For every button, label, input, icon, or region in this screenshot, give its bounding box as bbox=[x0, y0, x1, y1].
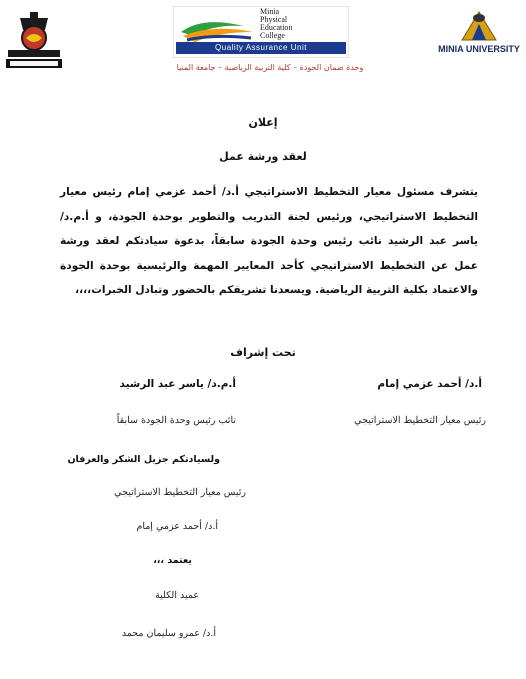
announcement-title: إعلان bbox=[248, 116, 278, 129]
unit-subtitle-line: وحدة ضمان الجودة – كلية التربية الرياضية – جامعة المنيا bbox=[176, 63, 364, 72]
thanks-line: ولسيادتكم جزيل الشكر والعرفان bbox=[67, 454, 220, 465]
qa-logo-text bbox=[260, 8, 346, 40]
qa-logo-line-1: Minia bbox=[260, 7, 280, 16]
announcement-body: يتشرف مسئول معيار التخطيط الاستراتيجي أ.د/ أحمد عزمي إمام رئيس معيار التخطيط الاستراتيجي، ورئيس لجنة التدريب والتطوير بوحدة الجودة، و أ.م.د/ ياسر عبد الرشيد نائب رئيس وحدة الجودة سابقاً، بدعوة سيادتكم لعقد ورشة عمل عن التخطيط الاستراتيجي كأحد المعايير المهمة والرئيسية بوحدة الجودة والاعتماد بكلية التربية الرياضية. ويسعدنا تشريفكم بالحضور وتبادل الخبرات،،،، bbox=[60, 186, 478, 296]
minia-university-logo bbox=[434, 6, 524, 66]
supervisor-2-name: أ.م.د/ ياسر عبد الرشيد bbox=[119, 378, 236, 390]
letterhead bbox=[0, 0, 526, 82]
qa-logo-line-2: Physical bbox=[260, 15, 288, 24]
minia-university-caption: MINIA UNIVERSITY bbox=[438, 44, 520, 54]
qa-logo-line-3: Education bbox=[260, 23, 293, 32]
supervisor-2-role: نائب رئيس وحدة الجودة سابقاً bbox=[116, 415, 236, 426]
supervisor-1-role: رئيس معيار التخطيط الاستراتيجي bbox=[354, 415, 486, 426]
dean-title: عميد الكلية bbox=[155, 590, 199, 601]
supervision-heading: تحت إشراف bbox=[230, 346, 296, 359]
supervisor-1-name: أ.د/ أحمد عزمي إمام bbox=[377, 378, 482, 390]
standard-role-line: رئيس معيار التخطيط الاستراتيجي bbox=[114, 487, 246, 498]
standard-head-line: أ.د/ أحمد عزمي إمام bbox=[136, 521, 218, 532]
qa-logo-caption: Quality Assurance Unit bbox=[176, 42, 346, 54]
faculty-crest-logo bbox=[4, 8, 64, 70]
approval-line: يعتمد ،،، bbox=[153, 555, 192, 566]
dean-name: أ.د/ عمرو سليمان محمد bbox=[121, 628, 216, 639]
qa-logo-line-4: College bbox=[260, 31, 285, 40]
announcement-subtitle: لعقد ورشة عمل bbox=[219, 150, 307, 163]
